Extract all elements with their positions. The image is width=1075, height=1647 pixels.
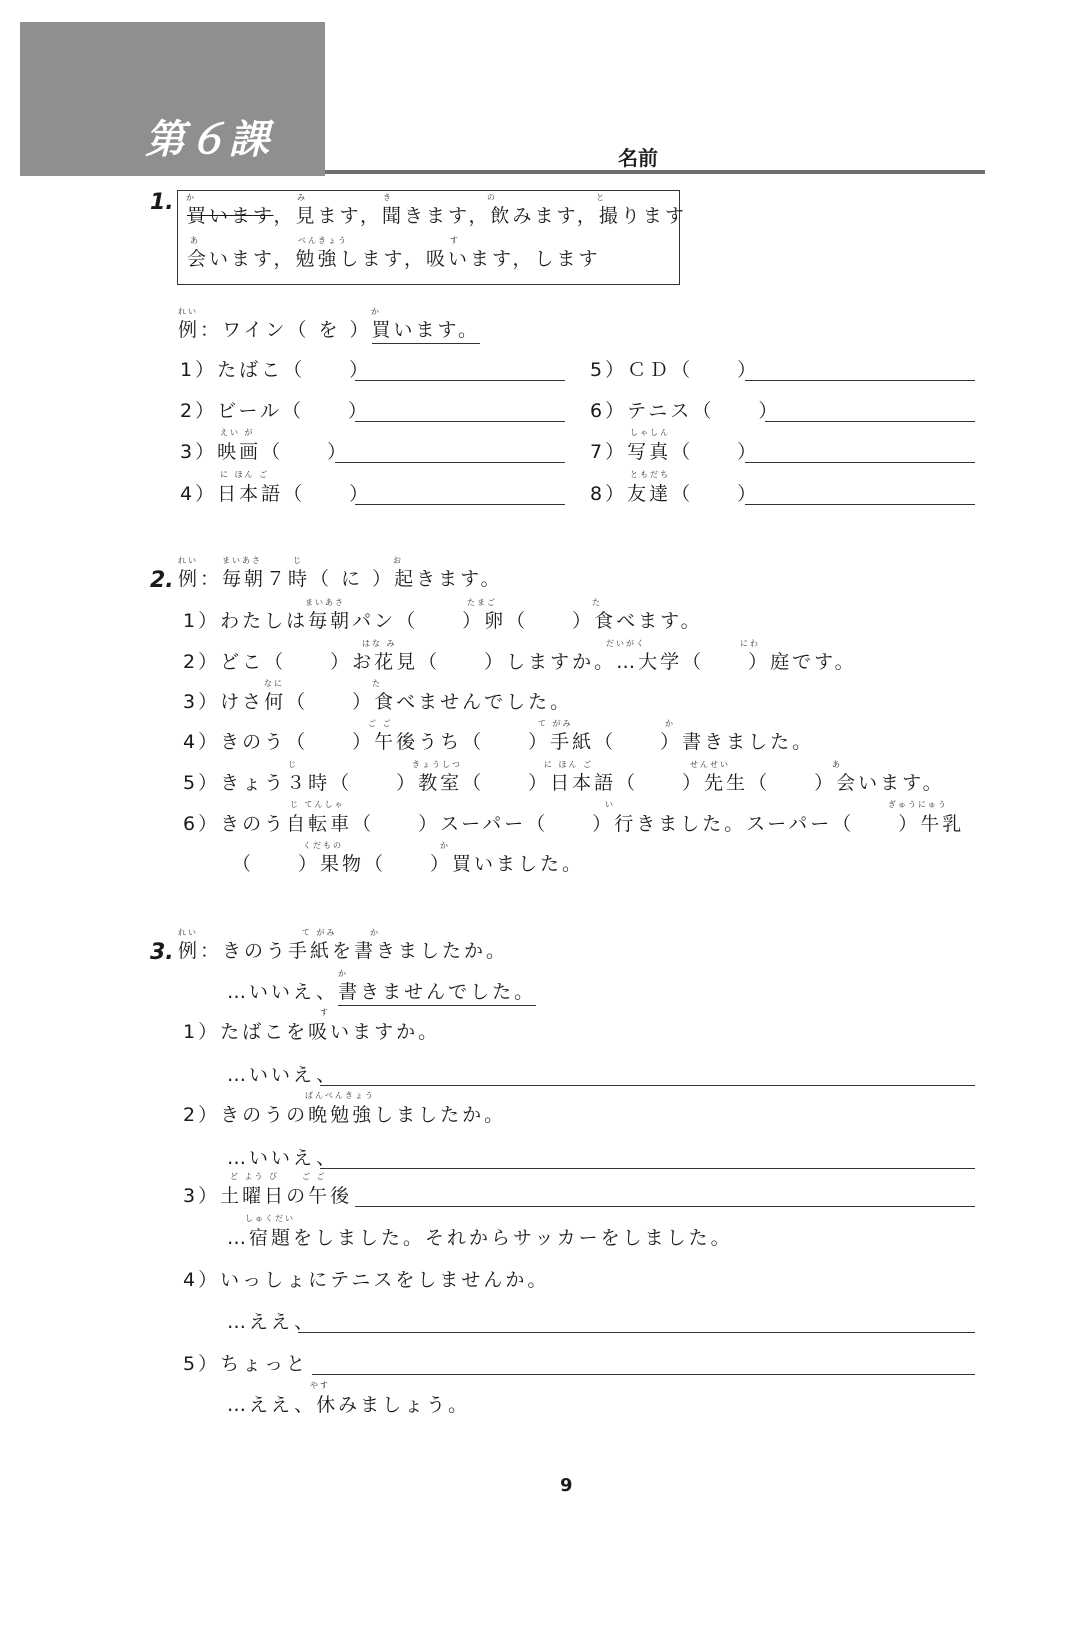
ruby: か <box>370 928 380 937</box>
ruby: か <box>371 307 381 316</box>
ruby: れい <box>178 928 198 937</box>
answer-blank[interactable] <box>335 462 565 463</box>
answer-blank[interactable] <box>298 1332 975 1333</box>
section-3-number: 3. <box>150 940 174 965</box>
example-answer-prefix: …いいえ、 <box>227 981 339 1003</box>
ruby: あ <box>832 760 842 769</box>
ruby: か <box>440 841 450 850</box>
section-3-example-question: 例：きのう手紙を書きましたか。 <box>178 940 509 962</box>
ruby: まいあさ <box>305 598 345 607</box>
exercise-item-continued: （ ）果物（ ）買いました。 <box>232 853 585 875</box>
section-3-example-answer <box>227 980 536 1004</box>
ruby: に ほん ご <box>544 760 594 769</box>
header-rule <box>325 170 985 174</box>
vocab-line-2: 会います，勉強します，吸います，します <box>187 248 601 270</box>
ruby: じ <box>293 556 303 565</box>
ruby: た <box>592 598 602 607</box>
ruby: ご ご <box>368 719 393 728</box>
ruby: しゅくだい <box>245 1214 295 1223</box>
ruby: た <box>372 679 382 688</box>
exercise-item: 8）友達（ ） <box>590 483 760 505</box>
answer-blank[interactable] <box>355 380 565 381</box>
answer-prefix: …いいえ、 <box>227 1064 339 1086</box>
answer-blank[interactable] <box>745 504 975 505</box>
ruby: て がみ <box>538 719 573 728</box>
exercise-item: 3）けさ何（ ）食べませんでした。 <box>183 691 573 713</box>
ruby: す <box>450 236 460 245</box>
ruby: と <box>596 193 606 202</box>
answer-blank[interactable] <box>355 421 565 422</box>
question-item: 3）土曜日の午後 <box>183 1185 353 1207</box>
ruby: だいがく <box>606 639 646 648</box>
ruby: やす <box>310 1381 330 1390</box>
exercise-item: 6）きのう自転車（ ）スーパー（ ）行きました。スーパー（ ）牛乳 <box>183 813 965 835</box>
exercise-item: 1）たばこ（ ） <box>180 359 372 381</box>
ruby: い <box>605 800 615 809</box>
ruby: きょうしつ <box>412 760 462 769</box>
ruby: て がみ <box>302 928 337 937</box>
example-prefix: 例：ワイン（ を ） <box>178 319 372 341</box>
ruby: お <box>393 556 403 565</box>
ruby: ご ご <box>302 1172 327 1181</box>
ruby: なに <box>264 679 284 688</box>
question-item: 1）たばこを吸いますか。 <box>183 1021 441 1043</box>
exercise-item: 5）ＣＤ（ ） <box>590 359 760 381</box>
ruby: まいあさ <box>222 556 262 565</box>
ruby: れい <box>178 556 198 565</box>
ruby: ともだち <box>630 470 670 479</box>
ruby: の <box>487 193 497 202</box>
section-2-example: 例：毎朝７時（ に ）起きます。 <box>178 568 503 590</box>
answer-blank[interactable] <box>355 504 565 505</box>
exercise-item: 7）写真（ ） <box>590 441 760 463</box>
question-item: 2）きのうの晩勉強しましたか。 <box>183 1104 507 1126</box>
question-item: 4）いっしょにテニスをしませんか。 <box>183 1269 550 1291</box>
ruby: あ <box>190 236 200 245</box>
section-1-number: 1. <box>150 190 174 215</box>
ruby: ぎゅうにゅう <box>888 800 948 809</box>
ruby: しゃしん <box>630 428 670 437</box>
question-item: 5）ちょっと <box>183 1353 309 1375</box>
vocab-line-1 <box>187 204 687 228</box>
answer-blank[interactable] <box>745 462 975 463</box>
ruby: か <box>665 719 675 728</box>
ruby: か <box>186 193 196 202</box>
crossed-out-example: 買います <box>187 205 274 227</box>
ruby: じ てんしゃ <box>290 800 345 809</box>
name-label: 名前 <box>618 146 658 170</box>
exercise-item: 4）きのう（ ）午後うち（ ）手紙（ ）書きました。 <box>183 731 815 753</box>
example-answer: 書きませんでした。 <box>338 981 536 1006</box>
example-answer: 買います。 <box>372 319 480 344</box>
ruby: せんせい <box>690 760 730 769</box>
answer-blank[interactable] <box>355 1206 975 1207</box>
answer-blank[interactable] <box>320 1168 975 1169</box>
ruby: たまご <box>467 598 497 607</box>
ruby: くだもの <box>303 841 343 850</box>
answer-prefix: …ええ、 <box>227 1311 317 1333</box>
ruby: はな み <box>362 639 397 648</box>
vocab-line-1-rest: ，見ます，聞きます，飲みます，撮ります <box>273 205 687 227</box>
ruby: べんきょう <box>298 236 348 245</box>
exercise-item: 6）テニス（ ） <box>590 400 781 422</box>
ruby: す <box>320 1008 330 1017</box>
exercise-item: 5）きょう３時（ ）教室（ ）日本語（ ）先生（ ）会います。 <box>183 772 945 794</box>
ruby: に ほん ご <box>220 470 270 479</box>
lesson-title: 第６課 <box>145 117 271 163</box>
exercise-item: 4）日本語（ ） <box>180 483 372 505</box>
ruby: じ <box>288 760 298 769</box>
answer-blank[interactable] <box>765 421 975 422</box>
ruby: み <box>297 193 307 202</box>
answer-blank[interactable] <box>745 380 975 381</box>
exercise-item: 2）ビール（ ） <box>180 400 370 422</box>
ruby: か <box>338 969 348 978</box>
ruby: にわ <box>740 639 760 648</box>
ruby: えい が <box>220 428 255 437</box>
ruby: ど よう び <box>230 1172 280 1181</box>
answer-blank[interactable] <box>312 1374 975 1375</box>
ruby: き <box>383 193 393 202</box>
answer-blank[interactable] <box>320 1085 975 1086</box>
exercise-item: 2）どこ（ ）お花見（ ）しますか。…大学（ ）庭です。 <box>183 651 857 673</box>
ruby: れい <box>178 307 198 316</box>
section-1-example <box>178 318 480 342</box>
exercise-item: 3）映画（ ） <box>180 441 350 463</box>
answer-prefix: …いいえ、 <box>227 1147 339 1169</box>
ruby: ばんべんきょう <box>305 1091 375 1100</box>
answer-text: …ええ、休みましょう。 <box>227 1394 471 1416</box>
answer-text: …宿題をしました。それからサッカーをしました。 <box>227 1227 733 1249</box>
exercise-item: 1）わたしは毎朝パン（ ）卵（ ）食べます。 <box>183 610 703 632</box>
section-2-number: 2. <box>150 568 174 593</box>
page-number: 9 <box>560 1475 573 1496</box>
